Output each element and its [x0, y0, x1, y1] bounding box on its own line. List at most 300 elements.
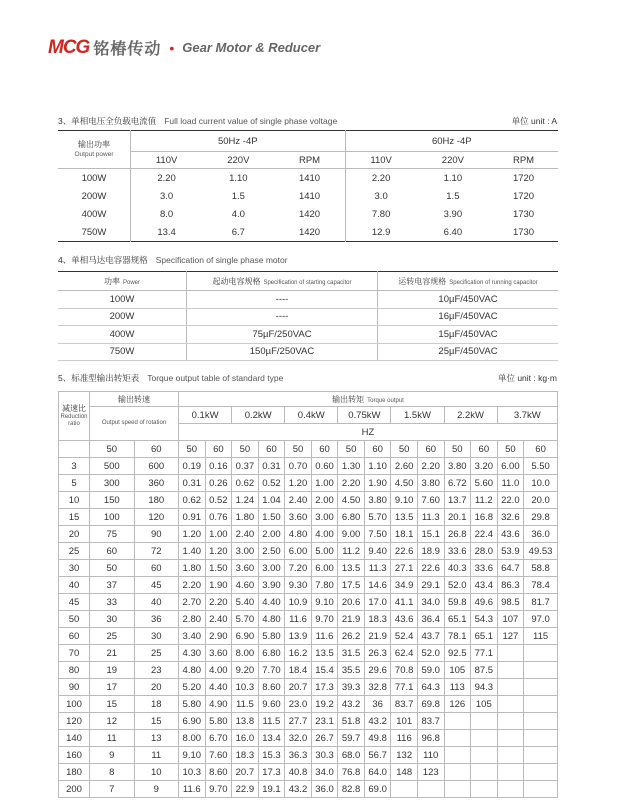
current-table	[58, 130, 558, 242]
section4-title-en: Specification of single phase motor	[155, 255, 288, 265]
torque-cell: 27.7	[285, 713, 312, 730]
torque-cell: 78.1	[444, 628, 471, 645]
speed-cell: 8	[90, 764, 135, 781]
torque-cell	[444, 747, 471, 764]
torque-cell: 132	[391, 747, 418, 764]
ratio-cell: 200	[59, 781, 90, 798]
torque-hz-cell: 60	[258, 441, 285, 458]
table-row	[58, 326, 558, 344]
torque-cell: 16.2	[285, 645, 312, 662]
torque-cell: 8.00	[232, 645, 259, 662]
torque-cell: 9.10	[179, 747, 206, 764]
torque-cell: 52.0	[417, 645, 444, 662]
table-row	[59, 594, 558, 611]
torque-cell: 5.70	[232, 611, 259, 628]
power-col: 2.2kW	[444, 407, 497, 424]
torque-table	[58, 391, 558, 798]
ratio-cell: 180	[59, 764, 90, 781]
table-row	[59, 645, 558, 662]
speed-cell: 9	[90, 747, 135, 764]
speed-cell: 19	[90, 662, 135, 679]
section5-title-cn: 5、标准型输出转矩表	[58, 373, 140, 383]
brand-logo: MCG	[48, 36, 90, 58]
power-header	[58, 131, 131, 169]
power-cell: 200W	[58, 308, 187, 326]
torque-cell: 1.24	[232, 492, 259, 509]
torque-cell: 127	[497, 628, 524, 645]
ratio-cell: 45	[59, 594, 90, 611]
torque-cell	[524, 781, 558, 798]
torque-hz-cell: 50	[497, 441, 524, 458]
starting-cap-cell: 75µF/250VAC	[187, 326, 378, 344]
torque-cell: 17.3	[258, 764, 285, 781]
subheader: 110V	[155, 154, 178, 166]
torque-cell: 6.80	[258, 645, 285, 662]
torque-cell: 115	[524, 628, 558, 645]
torque-cell: 2.60	[391, 458, 418, 475]
torque-cell	[444, 713, 471, 730]
torque-cell: 1.80	[179, 560, 206, 577]
section5-title-en: Torque output table of standard type	[147, 373, 284, 383]
torque-cell: 7.60	[417, 492, 444, 509]
torque-cell: 5.80	[179, 696, 206, 713]
ratio-cell: 10	[59, 492, 90, 509]
power-header-en: Output power	[74, 150, 114, 158]
value-cell: 6.40	[443, 226, 463, 238]
torque-cell: 7.70	[258, 662, 285, 679]
torque-cell: 22.4	[471, 526, 498, 543]
value-cell: 1.10	[417, 169, 489, 188]
torque-cell: 77.1	[471, 645, 498, 662]
torque-cell: 6.80	[338, 509, 365, 526]
starting-cap-header-en: Specification of starting capacitor	[263, 279, 352, 286]
torque-cell	[471, 730, 498, 747]
torque-cell: 96.8	[417, 730, 444, 747]
table-row	[59, 696, 558, 713]
torque-cell: 0.70	[285, 458, 312, 475]
torque-cell	[524, 764, 558, 781]
torque-cell: 13.4	[258, 730, 285, 747]
value-cell: 1730	[512, 208, 535, 220]
speed-cell: 33	[90, 594, 135, 611]
torque-cell: 9.20	[232, 662, 259, 679]
torque-cell	[524, 645, 558, 662]
torque-cell: 26.8	[444, 526, 471, 543]
torque-cell: 3.20	[471, 458, 498, 475]
torque-cell: 9.30	[285, 577, 312, 594]
torque-cell: 2.20	[417, 458, 444, 475]
running-cap-header	[378, 272, 559, 291]
subheader: 220V	[441, 154, 464, 166]
torque-cell: 6.00	[285, 543, 312, 560]
torque-cell: 0.60	[311, 458, 338, 475]
torque-cell: 23.1	[311, 713, 338, 730]
torque-cell: 65.1	[471, 628, 498, 645]
separator-dot: •	[169, 39, 175, 56]
torque-cell: 0.19	[179, 458, 206, 475]
torque-cell: 94.3	[471, 679, 498, 696]
torque-cell: 148	[391, 764, 418, 781]
torque-cell: 14.6	[364, 577, 391, 594]
power-cell: 100W	[58, 169, 131, 188]
torque-cell: 35.5	[338, 662, 365, 679]
torque-cell	[471, 781, 498, 798]
torque-cell: 13.9	[285, 628, 312, 645]
torque-cell: 18.4	[285, 662, 312, 679]
torque-cell: 56.7	[364, 747, 391, 764]
torque-cell: 0.52	[205, 492, 232, 509]
ratio-cell: 120	[59, 713, 90, 730]
torque-cell: 30.3	[311, 747, 338, 764]
torque-cell: 64.3	[417, 679, 444, 696]
ratio-cell: 5	[59, 475, 90, 492]
power-col: 0.75kW	[338, 407, 391, 424]
torque-cell	[497, 696, 524, 713]
torque-cell: 10.9	[285, 594, 312, 611]
torque-cell: 4.50	[391, 475, 418, 492]
running-cap-header-cn: 运转电容规格	[398, 276, 447, 286]
value-cell: 1.5	[231, 190, 245, 202]
torque-cell: 28.0	[471, 543, 498, 560]
torque-cell: 1.80	[232, 509, 259, 526]
torque-cell	[497, 764, 524, 781]
torque-cell: 76.8	[338, 764, 365, 781]
torque-cell: 1.30	[338, 458, 365, 475]
table-row	[59, 458, 558, 475]
torque-cell: 70.8	[391, 662, 418, 679]
speed-cell: 13	[134, 730, 179, 747]
table-row	[59, 764, 558, 781]
power-col: 0.4kW	[285, 407, 338, 424]
speed-cell: 12	[90, 713, 135, 730]
torque-cell: 13.8	[232, 713, 259, 730]
speed-header-cn: 输出转速	[90, 392, 179, 407]
torque-cell: 36.0	[311, 781, 338, 798]
torque-hz-cell: 60	[471, 441, 498, 458]
torque-cell: 83.7	[391, 696, 418, 713]
torque-cell: 7.80	[311, 577, 338, 594]
torque-cell	[497, 747, 524, 764]
torque-cell: 10.3	[179, 764, 206, 781]
torque-cell: 19.1	[258, 781, 285, 798]
table-row	[59, 662, 558, 679]
torque-cell: 86.3	[497, 577, 524, 594]
torque-cell: 7.60	[205, 747, 232, 764]
torque-cell: 6.00	[497, 458, 524, 475]
torque-cell: 3.00	[311, 509, 338, 526]
section5-unit: 单位 unit : kg·m	[497, 373, 557, 383]
torque-cell	[497, 713, 524, 730]
power-header-cn: 输出功率	[78, 139, 110, 149]
torque-cell: 18.3	[364, 611, 391, 628]
ratio-header	[59, 392, 90, 441]
torque-cell	[524, 696, 558, 713]
torque-cell: 39.3	[338, 679, 365, 696]
torque-cell: 27.1	[391, 560, 418, 577]
torque-hz-cell: 50	[338, 441, 365, 458]
torque-cell: 18.1	[391, 526, 418, 543]
ratio-cell: 25	[59, 543, 90, 560]
torque-cell	[524, 713, 558, 730]
torque-cell	[471, 764, 498, 781]
speed-cell: 30	[90, 611, 135, 628]
torque-cell: 81.7	[524, 594, 558, 611]
speed-cell: 45	[134, 577, 179, 594]
speed-cell: 60	[134, 560, 179, 577]
torque-cell: 43.6	[391, 611, 418, 628]
torque-cell: 123	[417, 764, 444, 781]
torque-cell: 65.1	[444, 611, 471, 628]
speed-cell: 40	[134, 594, 179, 611]
subheader: 110V	[370, 154, 392, 166]
torque-cell: 1.20	[205, 543, 232, 560]
ratio-cell: 50	[59, 611, 90, 628]
speed-cell: 75	[90, 526, 135, 543]
running-cap-cell: 25µF/450VAC	[378, 343, 559, 361]
torque-cell: 5.00	[311, 543, 338, 560]
torque-cell: 3.80	[444, 458, 471, 475]
torque-cell: 5.60	[471, 475, 498, 492]
speed-cell: 25	[134, 645, 179, 662]
torque-cell: 18.3	[232, 747, 259, 764]
torque-cell	[524, 730, 558, 747]
speed-cell: 21	[90, 645, 135, 662]
torque-cell: 0.16	[205, 458, 232, 475]
ratio-cell: 100	[59, 696, 90, 713]
speed-cell: 9	[134, 781, 179, 798]
torque-cell: 20.0	[524, 492, 558, 509]
torque-cell: 3.90	[258, 577, 285, 594]
value-cell: 1.5	[446, 190, 460, 202]
torque-cell: 43.6	[497, 526, 524, 543]
torque-cell: 2.20	[338, 475, 365, 492]
torque-cell: 43.7	[417, 628, 444, 645]
torque-cell: 2.20	[205, 594, 232, 611]
torque-cell: 16.8	[471, 509, 498, 526]
torque-cell: 9.70	[205, 781, 232, 798]
value-cell: 8.0	[159, 208, 174, 220]
torque-cell: 43.2	[285, 781, 312, 798]
torque-hz-cell: 60	[417, 441, 444, 458]
torque-cell: 1.04	[258, 492, 285, 509]
torque-cell: 58.8	[524, 560, 558, 577]
torque-cell: 2.40	[285, 492, 312, 509]
torque-cell	[497, 645, 524, 662]
torque-cell: 2.20	[179, 577, 206, 594]
power-col: 1.5kW	[391, 407, 444, 424]
torque-cell: 2.40	[205, 611, 232, 628]
value-cell: 4.0	[231, 208, 245, 220]
torque-cell: 32.8	[364, 679, 391, 696]
torque-cell: 98.5	[497, 594, 524, 611]
torque-cell: 26.2	[338, 628, 365, 645]
speed-cell: 72	[134, 543, 179, 560]
torque-cell: 5.20	[179, 679, 206, 696]
torque-cell: 59.7	[338, 730, 365, 747]
section4-title	[58, 254, 288, 266]
torque-cell: 0.62	[232, 475, 259, 492]
table-row	[59, 679, 558, 696]
value-cell: 1.10	[202, 169, 274, 188]
torque-cell: 11.2	[338, 543, 365, 560]
table-row	[59, 492, 558, 509]
torque-cell: 11.0	[497, 475, 524, 492]
torque-cell: 36.3	[285, 747, 312, 764]
table-row	[59, 577, 558, 594]
torque-cell: 2.90	[205, 628, 232, 645]
table-row	[59, 543, 558, 560]
torque-cell	[497, 730, 524, 747]
torque-cell: 8.00	[179, 730, 206, 747]
torque-cell: 1.50	[258, 509, 285, 526]
brand-tagline: Gear Motor & Reducer	[182, 40, 321, 55]
torque-cell: 4.50	[338, 492, 365, 509]
section5-title	[58, 372, 283, 384]
torque-cell: 8.60	[205, 764, 232, 781]
value-cell: 13.4	[157, 226, 176, 238]
torque-cell: 32.0	[285, 730, 312, 747]
torque-cell: 11.5	[232, 696, 259, 713]
power-header-en: Power	[122, 279, 140, 286]
ratio-header-cn: 减速比	[62, 404, 86, 413]
value-cell: 1420	[275, 205, 346, 223]
table-row	[58, 223, 558, 242]
torque-cell: 9.00	[338, 526, 365, 543]
value-cell: 7.80	[371, 208, 391, 220]
speed-cell: 150	[90, 492, 135, 509]
torque-cell: 105	[444, 662, 471, 679]
torque-cell: 15.4	[311, 662, 338, 679]
table-row	[59, 560, 558, 577]
torque-cell: 3.40	[179, 628, 206, 645]
value-cell: 12.9	[371, 226, 391, 238]
speed-cell: 36	[134, 611, 179, 628]
capacitor-table	[58, 271, 558, 361]
running-cap-header-en: Specification of running capacitor	[449, 279, 538, 286]
torque-cell	[497, 679, 524, 696]
torque-cell	[391, 781, 418, 798]
speed-cell: 600	[134, 458, 179, 475]
torque-cell: 1.40	[179, 543, 206, 560]
section3-title-cn: 3、单相电压全负载电流值	[58, 116, 157, 126]
ratio-cell: 160	[59, 747, 90, 764]
ratio-cell: 40	[59, 577, 90, 594]
torque-cell: 49.53	[524, 543, 558, 560]
torque-cell: 7.50	[364, 526, 391, 543]
torque-cell: 3.60	[232, 560, 259, 577]
torque-cell: 43.2	[338, 696, 365, 713]
torque-hz-cell: 60	[311, 441, 338, 458]
torque-cell: 78.4	[524, 577, 558, 594]
torque-cell: 4.30	[179, 645, 206, 662]
torque-cell: 33.6	[471, 560, 498, 577]
subheader: RPM	[512, 154, 535, 166]
value-cell: 6.7	[231, 226, 245, 238]
torque-cell: 1.10	[364, 458, 391, 475]
torque-cell: 4.90	[205, 696, 232, 713]
torque-cell: 3.80	[364, 492, 391, 509]
starting-cap-header	[187, 272, 378, 291]
torque-cell: 53.9	[497, 543, 524, 560]
speed-cell: 300	[90, 475, 135, 492]
torque-cell: 17.3	[311, 679, 338, 696]
table-row	[58, 205, 558, 223]
torque-cell: 3.80	[417, 475, 444, 492]
speed-cell: 17	[90, 679, 135, 696]
value-cell: 1410	[275, 169, 346, 188]
blank-cell	[59, 441, 90, 458]
ratio-cell: 15	[59, 509, 90, 526]
torque-cell: 0.31	[179, 475, 206, 492]
torque-cell: 6.72	[444, 475, 471, 492]
torque-cell: 36.0	[524, 526, 558, 543]
speed-cell: 360	[134, 475, 179, 492]
torque-cell: 64.0	[364, 764, 391, 781]
torque-cell: 40.8	[285, 764, 312, 781]
torque-cell: 6.90	[232, 628, 259, 645]
value-cell: 3.90	[443, 208, 463, 220]
group-60hz: 60Hz -4P	[345, 131, 558, 152]
torque-cell: 34.0	[311, 764, 338, 781]
torque-cell: 11.6	[179, 781, 206, 798]
torque-cell: 29.6	[364, 662, 391, 679]
torque-cell: 11.5	[258, 713, 285, 730]
torque-cell	[471, 713, 498, 730]
torque-cell: 4.80	[258, 611, 285, 628]
table-row	[59, 628, 558, 645]
torque-cell: 41.1	[391, 594, 418, 611]
torque-cell: 8.60	[258, 679, 285, 696]
torque-cell: 32.6	[497, 509, 524, 526]
value-cell: 3.0	[374, 190, 388, 202]
torque-hz-cell: 50	[285, 441, 312, 458]
torque-cell: 69.0	[364, 781, 391, 798]
torque-cell: 29.1	[417, 577, 444, 594]
torque-cell: 1.20	[285, 475, 312, 492]
torque-cell: 3.00	[258, 560, 285, 577]
speed-cell: 11	[134, 747, 179, 764]
torque-cell: 4.80	[179, 662, 206, 679]
ratio-cell: 60	[59, 628, 90, 645]
torque-cell: 68.0	[338, 747, 365, 764]
torque-cell: 2.00	[311, 492, 338, 509]
power-cell: 400W	[58, 205, 131, 223]
torque-cell: 9.10	[311, 594, 338, 611]
torque-cell: 1.00	[205, 526, 232, 543]
torque-cell: 1.50	[205, 560, 232, 577]
torque-cell: 13.5	[338, 560, 365, 577]
torque-cell: 3.60	[285, 509, 312, 526]
torque-cell: 2.80	[179, 611, 206, 628]
torque-hz-cell: 50	[444, 441, 471, 458]
torque-cell: 52.0	[444, 577, 471, 594]
torque-cell: 17.5	[338, 577, 365, 594]
torque-cell: 1.90	[364, 475, 391, 492]
torque-cell: 54.3	[471, 611, 498, 628]
torque-cell: 5.80	[258, 628, 285, 645]
speed-cell: 100	[90, 509, 135, 526]
subheader: RPM	[275, 152, 346, 169]
power-cell: 750W	[58, 223, 131, 242]
value-cell: 1410	[275, 187, 346, 205]
torque-cell: 83.7	[417, 713, 444, 730]
torque-hz-cell: 50	[179, 441, 206, 458]
torque-cell: 2.50	[258, 543, 285, 560]
torque-cell: 5.50	[524, 458, 558, 475]
torque-cell: 33.6	[444, 543, 471, 560]
torque-cell: 51.8	[338, 713, 365, 730]
torque-cell: 1.90	[205, 577, 232, 594]
